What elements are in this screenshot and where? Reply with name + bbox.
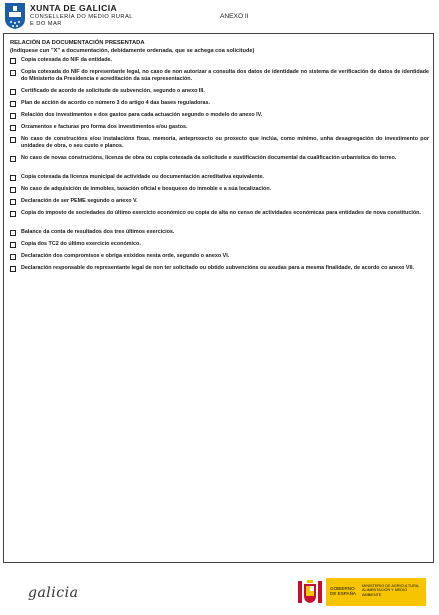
checkbox[interactable]: [10, 187, 16, 193]
checkbox[interactable]: [10, 230, 16, 236]
ministry-banner: [326, 578, 426, 606]
checkbox[interactable]: [10, 242, 16, 248]
checkbox[interactable]: [10, 175, 16, 181]
checkbox[interactable]: [10, 254, 16, 260]
form-note: (Indíquese cun "X" a documentación, debidamente ordenada, que se achega coa solicitude): [10, 48, 255, 54]
documentation-box: [3, 33, 434, 563]
checkbox[interactable]: [10, 199, 16, 205]
org-name: XUNTA DE GALICIA: [30, 3, 118, 13]
checklist-item-label: No caso de novas construcións, licenza de obra ou copia cotexada da solicitude e xustificación documental da cualificación urbanística do terreo.: [21, 155, 397, 161]
form-title: RELACIÓN DA DOCUMENTACIÓN PRESENTADA: [10, 40, 145, 46]
checkbox[interactable]: [10, 266, 16, 272]
checkbox[interactable]: [10, 101, 16, 107]
page-header: [4, 2, 434, 32]
checklist-item-label: Copia cotexada do NIF do representante legal, no caso de non autorizar a consulta dos datos de identidade no sistema de verificación de datos de identidade do Ministerio da Presidencia e acreditación da súa representación.: [21, 69, 429, 82]
checklist-item-label: Plan de acción de acordo co número 3 do artigo 4 das bases reguladoras.: [21, 100, 211, 106]
checklist-item-label: No caso de adquisición de inmobles, taxación oficial e bosquexo do inmoble e a súa localización.: [21, 186, 272, 192]
checkbox[interactable]: [10, 113, 16, 119]
checklist-item-label: Certificado de acordo de solicitude de subvención, segundo o anexo III.: [21, 88, 205, 94]
checkbox[interactable]: [10, 125, 16, 131]
checklist-item-label: Balance da conta de resultados dos tres últimos exercicios.: [21, 229, 175, 235]
checklist-item-label: Copia do imposto de sociedades do último exercicio económico ou copia de alta no censo de actividades económicas para entidades de nova constitución.: [21, 210, 421, 216]
checklist-item-label: Declaración de ser PEME segundo o anexo V.: [21, 198, 138, 204]
org-block: [30, 4, 133, 27]
galicia-logo: [28, 584, 78, 602]
checklist-item-label: Declaración dos compromisos e obriga exixidos nesta orde, segundo o anexo VI.: [21, 253, 230, 259]
checkbox[interactable]: [10, 70, 16, 76]
government-label: GOBIERNO DE ESPAÑA: [330, 586, 356, 596]
checklist-item-label: Copia cotexada da licenza municipal de actividade ou documentación acreditativa equivalente.: [21, 174, 264, 180]
checkbox[interactable]: [10, 156, 16, 162]
spain-coat-of-arms-icon: [296, 578, 324, 606]
checklist-item-label: Orzamentos e facturas pro forma dos investimentos e/ou gastos.: [21, 124, 188, 130]
checklist-item-label: Declaración responsable do representante legal de non ter solicitado ou obtido subvencións ou axudas para a mesma finalidade, de acordo co anexo VII.: [21, 265, 415, 271]
checklist-item-label: Copia cotexada do NIF da entidade.: [21, 57, 113, 63]
checkbox[interactable]: [10, 211, 16, 217]
spanish-government-logo: [296, 576, 430, 608]
checkbox[interactable]: [10, 58, 16, 64]
ministry-label: MINISTERIO DE AGRICULTURA, ALIMENTACIÓN Y MEDIO AMBIENTE: [362, 584, 420, 597]
org-department-line1: CONSELLERÍA DO MEDIO RURAL: [30, 14, 133, 20]
org-department-line2: E DO MAR: [30, 20, 62, 27]
xunta-shield-icon: [4, 2, 26, 30]
page-footer: [0, 568, 439, 615]
galicia-logo-text: galicia: [28, 585, 79, 601]
checkbox[interactable]: [10, 137, 16, 143]
checklist-item-label: No caso de construcións e/ou instalacións fixas, memoria, anteproxecto ou proxecto que inclúa, como mínimo, unha desagregación do investimento por unidades de obra, o seu custo e planos.: [21, 136, 429, 149]
checkbox[interactable]: [10, 89, 16, 95]
checklist-item-label: Relación dos investimentos e dos gastos para cada actuación segundo o modelo do anexo IV.: [21, 112, 263, 118]
checklist-item-label: Copia dos TC2 do último exercicio económico.: [21, 241, 141, 247]
annex-label: ANEXO II: [220, 13, 249, 20]
